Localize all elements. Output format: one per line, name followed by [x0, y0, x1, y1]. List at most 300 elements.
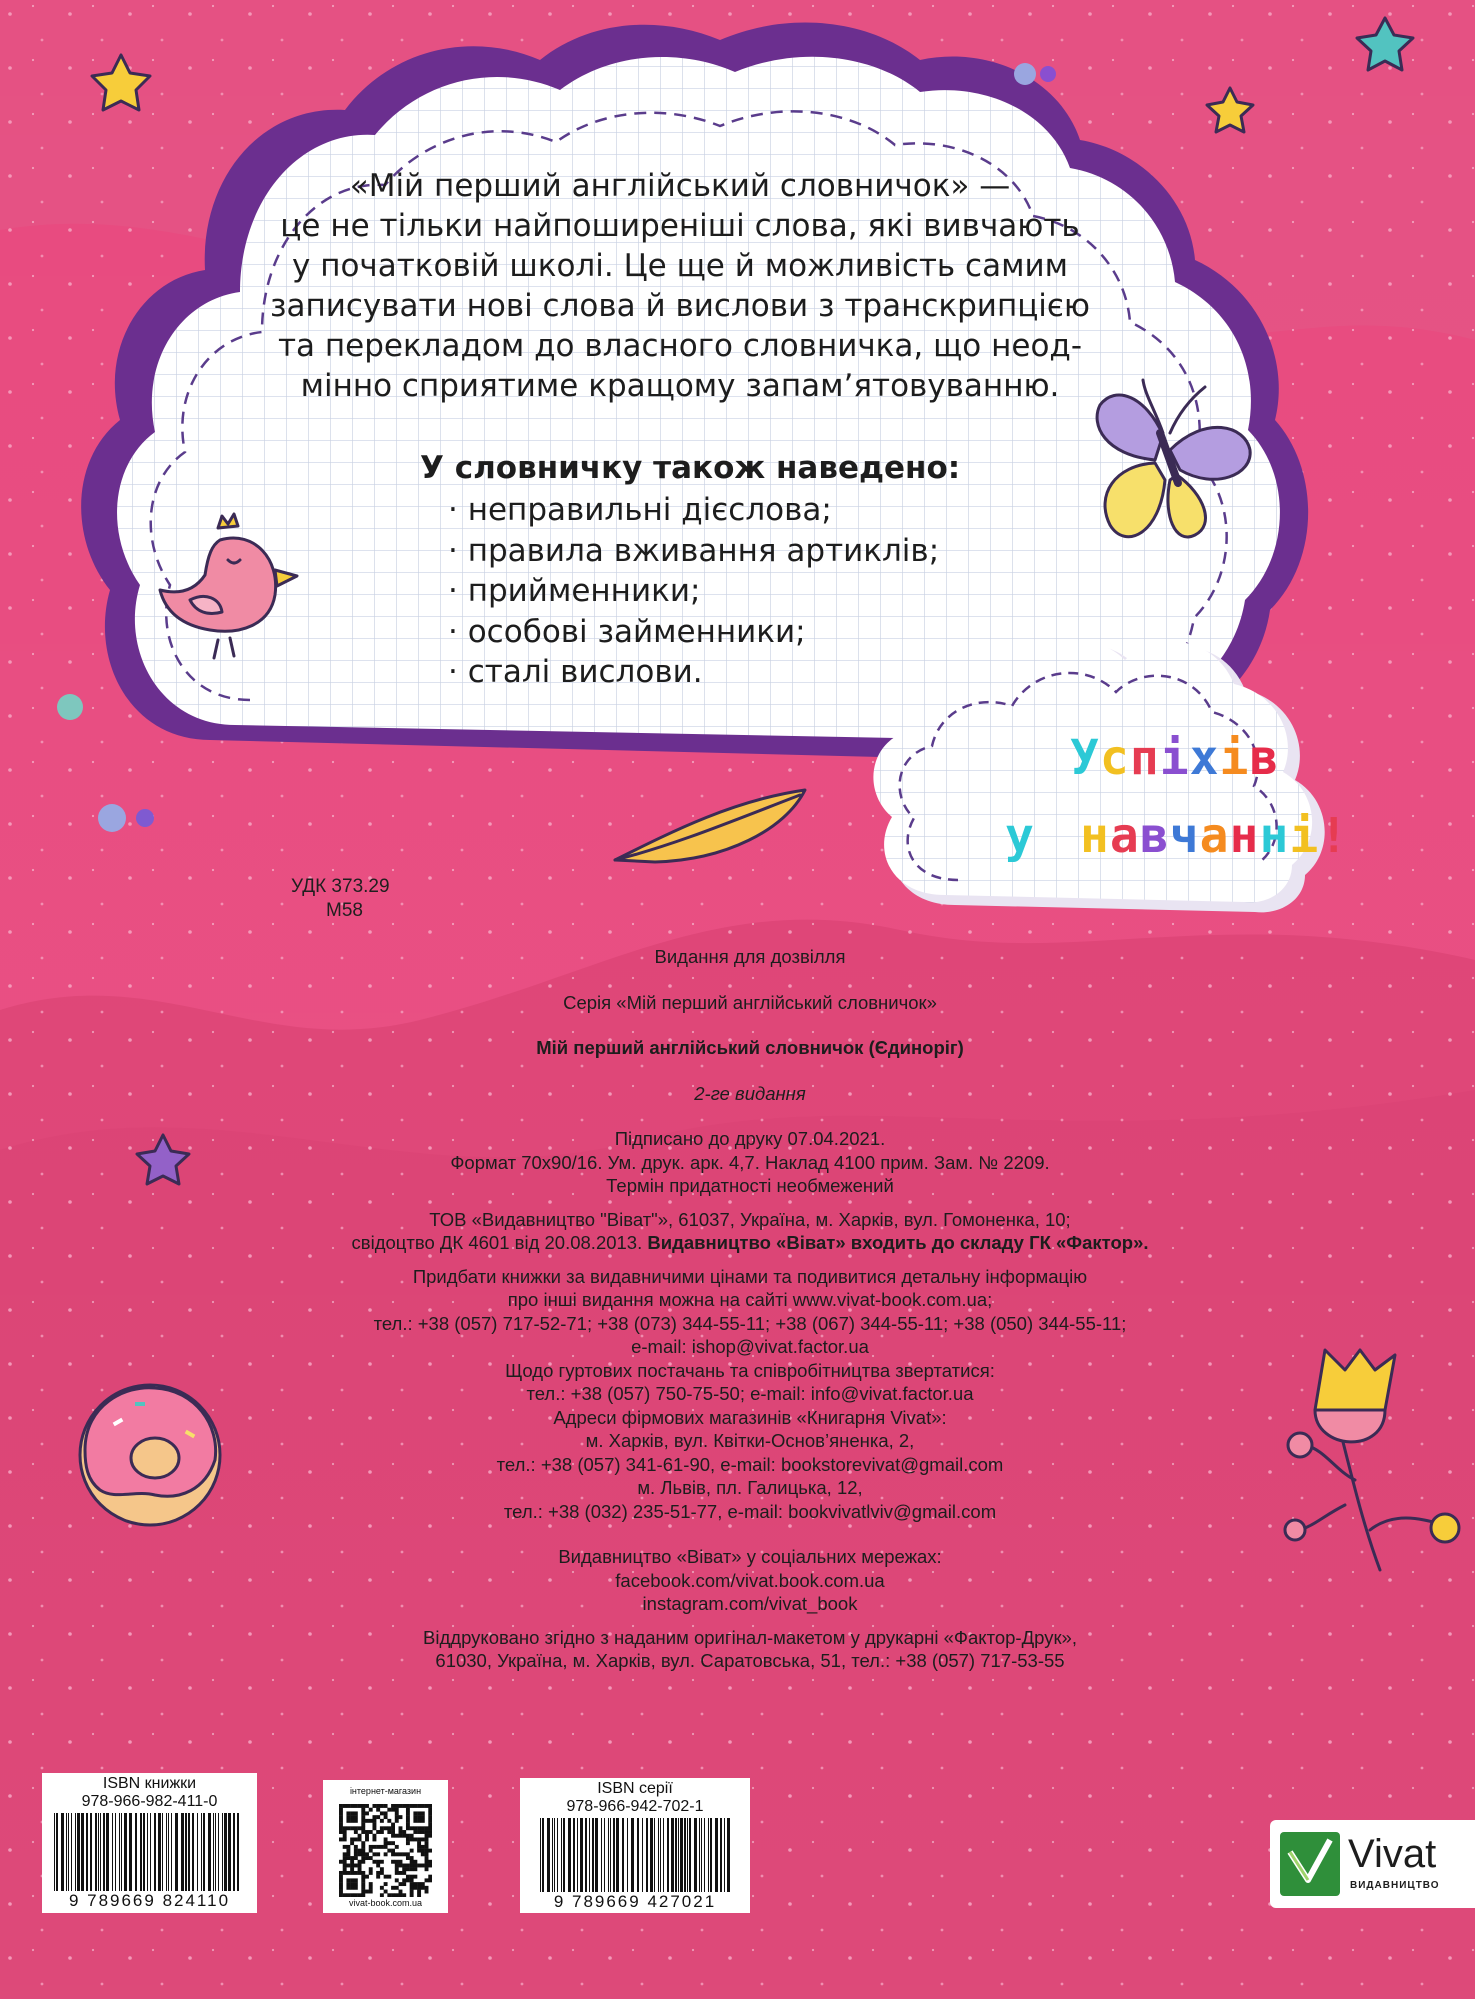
qr-module [350, 1819, 354, 1823]
imprint-cert: свідоцтво ДК 4601 від 20.08.2013. [351, 1232, 643, 1253]
qr-module [391, 1860, 395, 1864]
barcode-bar [150, 1813, 151, 1891]
qr-module [346, 1811, 350, 1815]
imprint-wholesale: Щодо гуртових постачань та співробітництва звертатися: [505, 1359, 995, 1381]
qr-module [402, 1893, 406, 1897]
imprint-title: Мій перший англійський словничок (Єдиноріг) [536, 1037, 964, 1058]
qr-module [387, 1819, 391, 1823]
qr-module [380, 1830, 384, 1834]
qr-module [395, 1834, 399, 1838]
vivat-logo [1270, 1820, 1475, 1908]
qr-module [365, 1804, 369, 1808]
barcode-bar [608, 1818, 609, 1892]
barcode-bar [218, 1813, 219, 1891]
qr-module [399, 1830, 403, 1834]
qr-module [399, 1871, 403, 1875]
imprint-format: Формат 70х90/16. Ум. друк. арк. 4,7. Наклад 4100 прим. Зам. № 2209. [450, 1151, 1050, 1173]
list-item: · правила вживання артиклів; [448, 531, 939, 572]
qr-module [395, 1819, 399, 1823]
qr-module [369, 1845, 373, 1849]
qr-code-icon[interactable] [339, 1804, 432, 1897]
qr-module [380, 1819, 384, 1823]
qr-module [376, 1875, 380, 1879]
barcode-bar [135, 1813, 137, 1891]
qr-module [376, 1852, 380, 1856]
barcode-bar [56, 1813, 58, 1891]
qr-module [358, 1852, 362, 1856]
qr-module [343, 1860, 347, 1864]
qr-module [428, 1875, 432, 1879]
qr-module [346, 1871, 350, 1875]
barcode-bar [100, 1813, 101, 1891]
wish-letter: ч [1169, 808, 1200, 864]
qr-module [421, 1845, 425, 1849]
qr-module [365, 1819, 369, 1823]
qr-module [395, 1811, 399, 1815]
qr-module [399, 1890, 403, 1894]
wish-word-1 [1005, 808, 1035, 864]
qr-module [417, 1893, 421, 1897]
qr-module [413, 1804, 417, 1808]
wish-letter: і [1159, 730, 1190, 786]
barcode-bars [54, 1813, 244, 1891]
imprint-signed: Підписано до друку 07.04.2021. [614, 1128, 886, 1149]
qr-module [339, 1804, 343, 1808]
qr-module [421, 1864, 425, 1868]
qr-module [350, 1811, 354, 1815]
barcode-bar [208, 1813, 211, 1891]
qr-module [339, 1878, 343, 1882]
also-list [448, 490, 939, 693]
qr-module [395, 1867, 399, 1871]
barcode-bar [213, 1813, 214, 1891]
qr-module [372, 1815, 376, 1819]
qr-module [425, 1834, 429, 1838]
qr-module [406, 1837, 410, 1841]
qr-module [425, 1867, 429, 1871]
qr-module [391, 1830, 395, 1834]
qr-module [339, 1830, 343, 1834]
qr-module [391, 1849, 395, 1853]
qr-module [346, 1826, 350, 1830]
qr-module [399, 1815, 403, 1819]
qr-module [406, 1819, 410, 1823]
barcode-bar [684, 1818, 686, 1892]
qr-module [354, 1845, 358, 1849]
imprint-block [260, 945, 1240, 1673]
qr-module [361, 1860, 365, 1864]
list-item: · сталі вислови. [448, 652, 939, 693]
qr-module [413, 1815, 417, 1819]
qr-module [343, 1893, 347, 1897]
qr-module [413, 1819, 417, 1823]
barcode-bar [663, 1818, 664, 1892]
barcode-bar [95, 1813, 97, 1891]
qr-module [417, 1804, 421, 1808]
qr-module [384, 1837, 388, 1841]
qr-module [339, 1886, 343, 1890]
isbn-book-number: 978-966-982-411-0 [81, 1793, 218, 1810]
qr-module [369, 1867, 373, 1871]
qr-label: інтернет-магазин [349, 1786, 422, 1796]
wish-letter: у [1005, 808, 1035, 864]
barcode-bar [610, 1818, 611, 1892]
qr-module [361, 1819, 365, 1823]
qr-module [425, 1856, 429, 1860]
barcode-bar [54, 1813, 55, 1891]
also-heading: У словничку також наведено: [420, 450, 961, 486]
imprint-facebook: facebook.com/vivat.book.com.ua [615, 1569, 885, 1591]
qr-module [346, 1845, 350, 1849]
qr-module [395, 1878, 399, 1882]
imprint-lviv-contacts: тел.: +38 (032) 235-51-77, e-mail: bookvivatlviv@gmail.com [503, 1500, 997, 1522]
qr-module [406, 1852, 410, 1856]
qr-module [372, 1860, 376, 1864]
qr-module [402, 1871, 406, 1875]
barcode-bar [689, 1818, 691, 1892]
vivat-logo-icon [1280, 1832, 1340, 1896]
qr-module [421, 1837, 425, 1841]
qr-module [376, 1860, 380, 1864]
barcode-bar [604, 1818, 605, 1892]
qr-module [395, 1893, 399, 1897]
barcode-bar [98, 1813, 99, 1891]
qr-module [339, 1826, 343, 1830]
qr-url: vivat-book.com.ua [348, 1898, 423, 1908]
barcode-bar [699, 1818, 700, 1892]
barcode-bar [589, 1818, 590, 1892]
qr-module [428, 1826, 432, 1830]
qr-module [413, 1864, 417, 1868]
qr-module [410, 1886, 414, 1890]
qr-module [406, 1823, 410, 1827]
qr-module [361, 1849, 365, 1853]
imprint-printed-2: 61030, Україна, м. Харків, вул. Саратовська, 51, тел.: +38 (057) 717-53-55 [435, 1650, 1065, 1671]
qr-module [413, 1811, 417, 1815]
qr-module [421, 1815, 425, 1819]
wish-letter: в [1249, 730, 1280, 786]
qr-module [410, 1856, 414, 1860]
barcode-bar [158, 1813, 161, 1891]
qr-module [421, 1819, 425, 1823]
barcode-bar [577, 1818, 578, 1892]
qr-module [406, 1867, 410, 1871]
imprint-printed-1: Віддруковано згідно з наданим оригінал-макетом у друкарні «Фактор-Друк», [423, 1626, 1077, 1648]
qr-module [395, 1864, 399, 1868]
barcode-bar [197, 1813, 198, 1891]
barcode-bar [192, 1813, 194, 1891]
qr-module [365, 1830, 369, 1834]
qr-module [399, 1834, 403, 1838]
qr-module [339, 1837, 343, 1841]
barcode-bar [568, 1818, 571, 1892]
qr-module [428, 1823, 432, 1827]
qr-module [343, 1856, 347, 1860]
qr-module [402, 1864, 406, 1868]
barcode-bar [680, 1818, 683, 1892]
barcode-bar [542, 1818, 544, 1892]
barcode-bar [637, 1818, 639, 1892]
qr-module [354, 1852, 358, 1856]
intro-line: мінно сприятиме кращому запам’ятовуванню. [300, 368, 1060, 404]
qr-module [410, 1834, 414, 1838]
qr-module [339, 1890, 343, 1894]
qr-module [425, 1864, 429, 1868]
barcode-bar [547, 1818, 550, 1892]
barcode-bar [168, 1813, 169, 1891]
qr-module [350, 1804, 354, 1808]
qr-module [391, 1893, 395, 1897]
qr-module [350, 1867, 354, 1871]
udk-block [291, 875, 390, 923]
qr-module [387, 1826, 391, 1830]
qr-module [369, 1886, 373, 1890]
qr-module [346, 1893, 350, 1897]
barcode-bar [595, 1818, 598, 1892]
qr-module [346, 1819, 350, 1823]
intro-line: та перекладом до власного словничка, що неод- [277, 328, 1083, 364]
qr-module [387, 1808, 391, 1812]
qr-module [339, 1823, 343, 1827]
qr-module [428, 1834, 432, 1838]
qr-module [428, 1811, 432, 1815]
qr-module [350, 1815, 354, 1819]
qr-module [361, 1811, 365, 1815]
qr-module [369, 1882, 373, 1886]
qr-module [354, 1882, 358, 1886]
qr-module [343, 1826, 347, 1830]
qr-module [358, 1867, 362, 1871]
qr-module [350, 1864, 354, 1868]
qr-module [391, 1808, 395, 1812]
barcode-bar [573, 1818, 575, 1892]
qr-module [354, 1856, 358, 1860]
barcode-bar [119, 1813, 120, 1891]
barcode-bar [708, 1818, 709, 1892]
intro-line: у початковій школі. Це ще й можливість самим [292, 248, 1068, 284]
qr-module [343, 1837, 347, 1841]
barcode-bar [90, 1813, 92, 1891]
qr-module [339, 1875, 343, 1879]
list-item: · особові займенники; [448, 612, 939, 653]
isbn-book-digits: 9 789669 824110 [68, 1891, 231, 1910]
qr-module [343, 1830, 347, 1834]
barcode-bar [552, 1818, 553, 1892]
qr-module [421, 1811, 425, 1815]
qr-module [372, 1834, 376, 1838]
qr-module [406, 1804, 410, 1808]
qr-module [380, 1804, 384, 1808]
imprint-instagram: instagram.com/vivat_book [642, 1593, 858, 1614]
qr-module [417, 1841, 421, 1845]
qr-module [425, 1890, 429, 1894]
qr-module [369, 1890, 373, 1894]
qr-module [395, 1815, 399, 1819]
udk-index: М58 [326, 900, 363, 921]
qr-module [346, 1849, 350, 1853]
qr-module [428, 1830, 432, 1834]
qr-module [358, 1864, 362, 1868]
qr-module [399, 1860, 403, 1864]
qr-module [354, 1878, 358, 1882]
qr-module [361, 1804, 365, 1808]
imprint-buy-2: про інші видання можна на сайті www.vivat-book.com.ua; [507, 1289, 993, 1310]
qr-module [361, 1845, 365, 1849]
qr-module [428, 1849, 432, 1853]
qr-module [354, 1886, 358, 1890]
barcode-bar [75, 1813, 76, 1891]
qr-module [425, 1826, 429, 1830]
qr-module [428, 1815, 432, 1819]
qr-module [413, 1882, 417, 1886]
wish-letter: ! [1319, 808, 1350, 864]
qr-module [395, 1808, 399, 1812]
qr-module [350, 1860, 354, 1864]
qr-module [384, 1841, 388, 1845]
barcode-bar [203, 1813, 205, 1891]
barcode-bar [627, 1818, 628, 1892]
qr-module [350, 1886, 354, 1890]
qr-module [402, 1804, 406, 1808]
qr-module [369, 1808, 373, 1812]
qr-module [406, 1815, 410, 1819]
qr-module [384, 1804, 388, 1808]
qr-module [372, 1845, 376, 1849]
barcode-bar [671, 1818, 674, 1892]
list-item: · прийменники; [448, 571, 939, 612]
qr-module [387, 1841, 391, 1845]
qr-module [354, 1837, 358, 1841]
qr-module [410, 1867, 414, 1871]
barcode-bar [129, 1813, 132, 1891]
qr-module [376, 1804, 380, 1808]
barcode-bar [106, 1813, 109, 1891]
barcode-bar [704, 1818, 705, 1892]
isbn-series-digits: 9 789669 427021 [553, 1892, 717, 1911]
imprint-email: e-mail: ishop@vivat.factor.ua [631, 1336, 869, 1357]
qr-module [365, 1856, 369, 1860]
barcode-bar [622, 1818, 624, 1892]
qr-module [361, 1875, 365, 1879]
barcode-bar [654, 1818, 655, 1892]
imprint-lviv: м. Львів, пл. Галицька, 12, [637, 1477, 863, 1498]
qr-module [406, 1875, 410, 1879]
qr-module [346, 1878, 350, 1882]
qr-module [350, 1882, 354, 1886]
barcode-bars [540, 1818, 730, 1892]
barcode-bar [175, 1813, 178, 1891]
qr-module [384, 1811, 388, 1815]
qr-module [372, 1823, 376, 1827]
qr-module [391, 1841, 395, 1845]
qr-module [399, 1882, 403, 1886]
qr-module [410, 1826, 414, 1830]
qr-module [425, 1849, 429, 1853]
qr-module [339, 1819, 343, 1823]
qr-module [343, 1845, 347, 1849]
barcode-bar [710, 1818, 712, 1892]
imprint-series: Серія «Мій перший англійський словничок» [563, 991, 937, 1013]
qr-module [417, 1849, 421, 1853]
isbn-series-number: 978-966-942-702-1 [566, 1798, 704, 1815]
qr-module [350, 1871, 354, 1875]
qr-module [421, 1826, 425, 1830]
barcode-bar [658, 1818, 659, 1892]
barcode-bar [646, 1818, 648, 1892]
wish-line-1 [1070, 730, 1279, 786]
qr-module [421, 1804, 425, 1808]
barcode-bar [561, 1818, 562, 1892]
wish-letter: н [1229, 808, 1260, 864]
barcode-bar [201, 1813, 202, 1891]
qr-module [339, 1882, 343, 1886]
brand-sub: ВИДАВНИЦТВО [1350, 1880, 1440, 1891]
qr-module [410, 1875, 414, 1879]
qr-module [372, 1852, 376, 1856]
qr-module [339, 1860, 343, 1864]
barcode-bar [115, 1813, 116, 1891]
intro-line: це не тільки найпоширеніші слова, які вивчають [280, 208, 1080, 244]
qr-module [413, 1860, 417, 1864]
qr-module [350, 1837, 354, 1841]
barcode-bar [724, 1818, 725, 1892]
barcode-bar [667, 1818, 669, 1892]
qr-module [428, 1819, 432, 1823]
qr-module [339, 1808, 343, 1812]
qr-module [395, 1852, 399, 1856]
qr-module [406, 1841, 410, 1845]
qr-module [380, 1860, 384, 1864]
qr-module [376, 1815, 380, 1819]
qr-module [361, 1878, 365, 1882]
qr-module [425, 1804, 429, 1808]
barcode-bar [86, 1813, 88, 1891]
qr-module [384, 1852, 388, 1856]
qr-module [387, 1849, 391, 1853]
imprint-cert-line [260, 1231, 1240, 1255]
qr-module [365, 1875, 369, 1879]
qr-module [410, 1882, 414, 1886]
imprint-edition: 2-ге видання [694, 1082, 806, 1104]
barcode-bar [81, 1813, 84, 1891]
intro-line: «Мій перший англійський словничок» — [349, 168, 1011, 204]
qr-module [413, 1875, 417, 1879]
donut-illustration [80, 1385, 220, 1525]
barcode-bar [121, 1813, 122, 1891]
qr-module [380, 1871, 384, 1875]
qr-module [402, 1834, 406, 1838]
qr-module [395, 1845, 399, 1849]
qr-module [346, 1852, 350, 1856]
barcode-bar [103, 1813, 105, 1891]
qr-module [391, 1886, 395, 1890]
barcode-bar [143, 1813, 145, 1891]
qr-module [372, 1804, 376, 1808]
barcode-bar [642, 1818, 643, 1892]
barcode-bar [554, 1818, 555, 1892]
wish-letter: н [1080, 808, 1110, 864]
qr-module [395, 1804, 399, 1808]
qr-module [384, 1890, 388, 1894]
wish-letter: і [1289, 808, 1320, 864]
barcode-bar [601, 1818, 602, 1892]
qr-module [346, 1886, 350, 1890]
qr-module [343, 1867, 347, 1871]
qr-module [361, 1890, 365, 1894]
isbn-book-label: ISBN книжки [102, 1775, 197, 1792]
qr-module [361, 1808, 365, 1812]
qr-module [372, 1819, 376, 1823]
